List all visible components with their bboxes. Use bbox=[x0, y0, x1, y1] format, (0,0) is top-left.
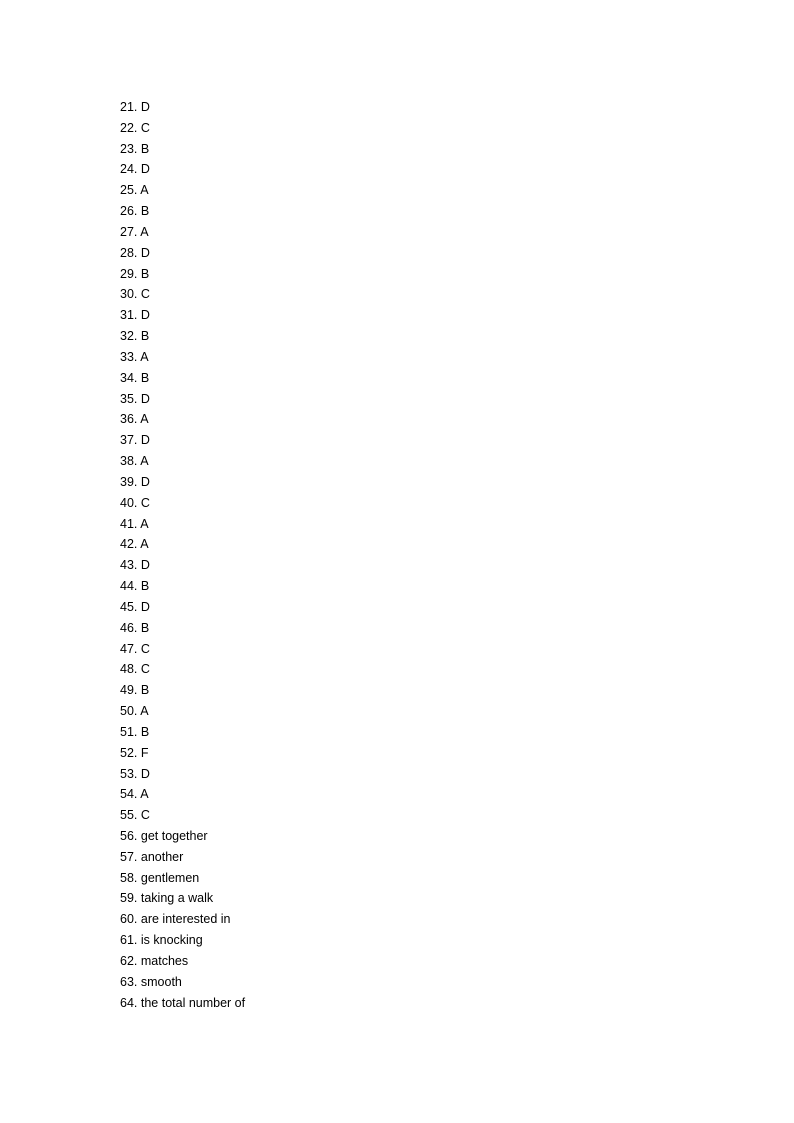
question-number: 28. bbox=[120, 245, 138, 260]
question-number: 55. bbox=[120, 808, 138, 823]
answer-text: A bbox=[140, 349, 149, 364]
answer-text: D bbox=[140, 245, 150, 260]
answer-item bbox=[120, 576, 245, 597]
question-number: 29. bbox=[120, 266, 138, 281]
question-number: 62. bbox=[120, 953, 138, 968]
question-number: 33. bbox=[120, 349, 138, 364]
answer-item bbox=[120, 993, 245, 1014]
question-number: 54. bbox=[120, 787, 138, 802]
answer-text: D bbox=[140, 766, 150, 781]
answer-text: B bbox=[140, 620, 150, 635]
answer-text: gentlemen bbox=[140, 870, 200, 885]
answer-text: A bbox=[140, 412, 149, 427]
answer-item bbox=[120, 555, 245, 576]
answer-item bbox=[120, 493, 245, 514]
question-number: 45. bbox=[120, 599, 138, 614]
question-number: 26. bbox=[120, 204, 138, 219]
answer-text: B bbox=[140, 266, 150, 281]
answer-item bbox=[120, 264, 245, 285]
answer-item bbox=[120, 597, 245, 618]
answer-text: A bbox=[140, 537, 149, 552]
answer-item bbox=[120, 972, 245, 993]
answer-item bbox=[120, 409, 245, 430]
answer-text: B bbox=[140, 683, 150, 698]
question-number: 35. bbox=[120, 391, 138, 406]
answer-text: taking a walk bbox=[140, 891, 214, 906]
answer-text: D bbox=[140, 391, 150, 406]
answer-item bbox=[120, 97, 245, 118]
answer-text: A bbox=[140, 224, 149, 239]
answer-text: C bbox=[140, 808, 150, 823]
answer-item bbox=[120, 139, 245, 160]
answer-item bbox=[120, 639, 245, 660]
question-number: 51. bbox=[120, 724, 138, 739]
question-number: 48. bbox=[120, 662, 138, 677]
answer-item bbox=[120, 680, 245, 701]
answer-item bbox=[120, 826, 245, 847]
question-number: 60. bbox=[120, 912, 138, 927]
answer-text: B bbox=[140, 204, 150, 219]
answer-text: C bbox=[140, 641, 150, 656]
question-number: 56. bbox=[120, 828, 138, 843]
question-number: 42. bbox=[120, 537, 138, 552]
answer-item bbox=[120, 514, 245, 535]
question-number: 38. bbox=[120, 454, 138, 469]
answer-item bbox=[120, 451, 245, 472]
answer-item bbox=[120, 847, 245, 868]
question-number: 44. bbox=[120, 579, 138, 594]
question-number: 22. bbox=[120, 120, 138, 135]
answer-text: B bbox=[140, 329, 150, 344]
question-number: 52. bbox=[120, 745, 138, 760]
question-number: 39. bbox=[120, 474, 138, 489]
answer-item bbox=[120, 430, 245, 451]
answer-text: D bbox=[140, 100, 150, 114]
answer-item bbox=[120, 472, 245, 493]
answer-text: B bbox=[140, 579, 150, 594]
answer-item bbox=[120, 389, 245, 410]
answer-item bbox=[120, 951, 245, 972]
answer-item bbox=[120, 722, 245, 743]
question-number: 41. bbox=[120, 516, 138, 531]
question-number: 46. bbox=[120, 620, 138, 635]
answer-item bbox=[120, 243, 245, 264]
question-number: 27. bbox=[120, 224, 138, 239]
question-number: 47. bbox=[120, 641, 138, 656]
question-number: 43. bbox=[120, 558, 138, 573]
answer-item bbox=[120, 201, 245, 222]
answer-text: B bbox=[140, 141, 150, 156]
answer-text: A bbox=[140, 787, 149, 802]
answer-text: D bbox=[140, 558, 150, 573]
answer-item bbox=[120, 368, 245, 389]
question-number: 34. bbox=[120, 370, 138, 385]
answer-item bbox=[120, 180, 245, 201]
question-number: 36. bbox=[120, 412, 138, 427]
answer-text: C bbox=[140, 495, 150, 510]
answer-item bbox=[120, 888, 245, 909]
answer-text: D bbox=[140, 433, 150, 448]
question-number: 24. bbox=[120, 162, 138, 177]
answer-text: D bbox=[140, 599, 150, 614]
answer-item bbox=[120, 284, 245, 305]
answer-text: C bbox=[140, 662, 150, 677]
answer-item bbox=[120, 347, 245, 368]
answer-text: get together bbox=[140, 828, 208, 843]
answer-item bbox=[120, 930, 245, 951]
answer-item bbox=[120, 159, 245, 180]
answer-item bbox=[120, 305, 245, 326]
question-number: 37. bbox=[120, 433, 138, 448]
question-number: 21. bbox=[120, 100, 138, 114]
question-number: 49. bbox=[120, 683, 138, 698]
answer-item bbox=[120, 222, 245, 243]
answer-item bbox=[120, 868, 245, 889]
answer-text: matches bbox=[140, 953, 189, 968]
answer-text: D bbox=[140, 162, 150, 177]
answer-text: another bbox=[140, 849, 184, 864]
answer-item bbox=[120, 618, 245, 639]
answer-item bbox=[120, 805, 245, 826]
answer-text: D bbox=[140, 308, 150, 323]
answer-text: C bbox=[140, 120, 150, 135]
answer-text: the total number of bbox=[140, 995, 246, 1010]
question-number: 57. bbox=[120, 849, 138, 864]
answer-text: D bbox=[140, 474, 150, 489]
answer-item bbox=[120, 326, 245, 347]
answer-text: A bbox=[140, 516, 149, 531]
answer-text: A bbox=[140, 454, 149, 469]
question-number: 25. bbox=[120, 183, 138, 198]
answer-text: are interested in bbox=[140, 912, 231, 927]
answer-text: B bbox=[140, 370, 150, 385]
answer-key-list bbox=[120, 97, 245, 1013]
answer-text: A bbox=[140, 183, 149, 198]
answer-text: C bbox=[140, 287, 150, 302]
question-number: 64. bbox=[120, 995, 138, 1010]
question-number: 30. bbox=[120, 287, 138, 302]
question-number: 40. bbox=[120, 495, 138, 510]
answer-item bbox=[120, 764, 245, 785]
answer-text: is knocking bbox=[140, 933, 203, 948]
answer-item bbox=[120, 534, 245, 555]
question-number: 50. bbox=[120, 704, 138, 719]
question-number: 63. bbox=[120, 974, 138, 989]
question-number: 23. bbox=[120, 141, 138, 156]
answer-item bbox=[120, 909, 245, 930]
question-number: 31. bbox=[120, 308, 138, 323]
answer-item bbox=[120, 784, 245, 805]
answer-item bbox=[120, 743, 245, 764]
question-number: 59. bbox=[120, 891, 138, 906]
question-number: 61. bbox=[120, 933, 138, 948]
answer-text: A bbox=[140, 704, 149, 719]
answer-text: F bbox=[140, 745, 149, 760]
answer-item bbox=[120, 659, 245, 680]
answer-text: smooth bbox=[140, 974, 182, 989]
answer-text: B bbox=[140, 724, 150, 739]
answer-item bbox=[120, 118, 245, 139]
answer-item bbox=[120, 701, 245, 722]
question-number: 53. bbox=[120, 766, 138, 781]
question-number: 58. bbox=[120, 870, 138, 885]
question-number: 32. bbox=[120, 329, 138, 344]
